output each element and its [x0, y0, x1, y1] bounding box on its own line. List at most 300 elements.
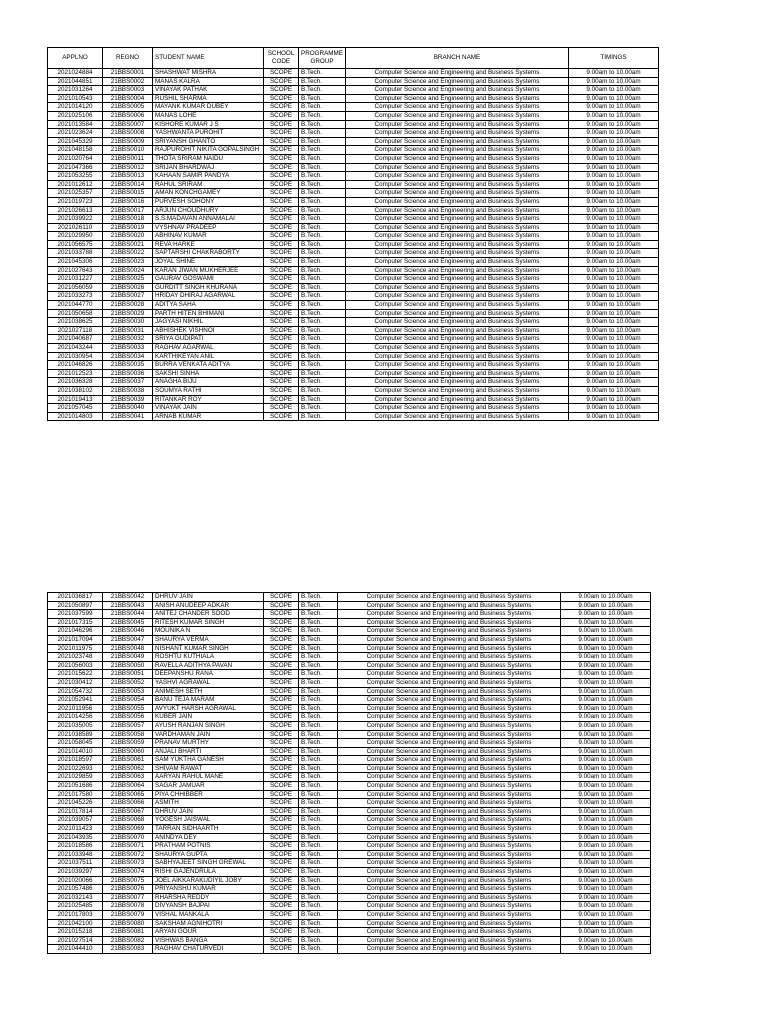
table-row	[48, 283, 659, 292]
cell-student-name: JOEL AIKKARAKUDIYIL JOBY	[153, 876, 264, 885]
cell-programme-group: B.Tech.	[299, 610, 338, 619]
cell-branch-name: Computer Science and Engineering and Business Systems	[338, 618, 561, 627]
cell-branch-name: Computer Science and Engineering and Business Systems	[338, 593, 561, 602]
cell-branch-name: Computer Science and Engineering and Business Systems	[338, 644, 561, 653]
cell-applno: 2021050897	[48, 601, 103, 610]
table-row	[48, 601, 651, 610]
cell-regno: 21BBS0003	[103, 86, 153, 95]
cell-school-code: SCOPE	[264, 395, 299, 404]
cell-branch-name: Computer Science and Engineering and Business Systems	[345, 404, 568, 413]
cell-applno: 2021020066	[48, 876, 103, 885]
cell-regno: 21BBS0009	[103, 137, 153, 146]
cell-school-code: SCOPE	[264, 301, 299, 310]
cell-programme-group: B.Tech.	[299, 206, 346, 215]
cell-student-name: PIYA CHHIBBER	[153, 790, 264, 799]
cell-regno: 21BBS0054	[103, 696, 153, 705]
cell-school-code: SCOPE	[264, 404, 299, 413]
cell-timings: 9.00am to 10.00am	[561, 902, 651, 911]
cell-branch-name: Computer Science and Engineering and Business Systems	[338, 601, 561, 610]
cell-timings: 9.00am to 10.00am	[561, 704, 651, 713]
cell-student-name: SAKSHAM AGNIHOTRI	[153, 919, 264, 928]
cell-regno: 21BBS0013	[103, 172, 153, 181]
cell-applno: 2021019413	[48, 395, 103, 404]
cell-programme-group: B.Tech.	[299, 816, 338, 825]
table-row	[48, 644, 651, 653]
cell-school-code: SCOPE	[264, 172, 299, 181]
cell-applno: 2021051686	[48, 782, 103, 791]
cell-student-name: YASHWANTA PUROHIT	[153, 129, 264, 138]
cell-branch-name: Computer Science and Engineering and Business Systems	[338, 627, 561, 636]
cell-branch-name: Computer Science and Engineering and Business Systems	[345, 223, 568, 232]
cell-school-code: SCOPE	[264, 386, 299, 395]
cell-student-name: SRIYA GUDIPATI	[153, 335, 264, 344]
cell-regno: 21BBS0008	[103, 129, 153, 138]
cell-applno: 2021040687	[48, 335, 103, 344]
cell-applno: 2021030954	[48, 352, 103, 361]
cell-regno: 21BBS0065	[103, 790, 153, 799]
cell-regno: 21BBS0066	[103, 799, 153, 808]
cell-programme-group: B.Tech.	[299, 258, 346, 267]
cell-branch-name: Computer Science and Engineering and Business Systems	[345, 180, 568, 189]
cell-applno: 2021057486	[48, 885, 103, 894]
cell-applno: 2021031264	[48, 86, 103, 95]
table-row	[48, 103, 659, 112]
cell-applno: 2021043935	[48, 833, 103, 842]
cell-branch-name: Computer Science and Engineering and Business Systems	[345, 77, 568, 86]
cell-student-name: PRIYANSHU KUMAR	[153, 885, 264, 894]
cell-programme-group: B.Tech.	[299, 378, 346, 387]
cell-student-name: SHIVAM RAWAT	[153, 764, 264, 773]
table-row	[48, 292, 659, 301]
cell-programme-group: B.Tech.	[299, 704, 338, 713]
cell-regno: 21BBS0076	[103, 885, 153, 894]
cell-branch-name: Computer Science and Engineering and Business Systems	[338, 850, 561, 859]
table-row	[48, 764, 651, 773]
cell-student-name: SABHYAJEET SINGH GREWAL	[153, 859, 264, 868]
cell-applno: 2021056003	[48, 661, 103, 670]
cell-student-name: NISHANT KUMAR SINGH	[153, 644, 264, 653]
cell-student-name: VARDHAMAN JAIN	[153, 730, 264, 739]
cell-branch-name: Computer Science and Engineering and Business Systems	[338, 739, 561, 748]
cell-applno: 2021057045	[48, 404, 103, 413]
cell-timings: 9.00am to 10.00am	[561, 747, 651, 756]
cell-student-name: ARYAN GOUR	[153, 928, 264, 937]
table-row	[48, 309, 659, 318]
cell-school-code: SCOPE	[264, 103, 299, 112]
cell-school-code: SCOPE	[264, 936, 299, 945]
cell-school-code: SCOPE	[264, 189, 299, 198]
cell-branch-name: Computer Science and Engineering and Business Systems	[338, 825, 561, 834]
cell-timings: 9.00am to 10.00am	[568, 103, 658, 112]
cell-timings: 9.00am to 10.00am	[568, 275, 658, 284]
cell-school-code: SCOPE	[264, 945, 299, 954]
table-row	[48, 704, 651, 713]
cell-timings: 9.00am to 10.00am	[568, 129, 658, 138]
table-row	[48, 825, 651, 834]
cell-applno: 2021019723	[48, 197, 103, 206]
cell-branch-name: Computer Science and Engineering and Business Systems	[338, 610, 561, 619]
cell-programme-group: B.Tech.	[299, 739, 338, 748]
cell-timings: 9.00am to 10.00am	[568, 94, 658, 103]
cell-school-code: SCOPE	[264, 361, 299, 370]
cell-applno: 2021026613	[48, 206, 103, 215]
cell-programme-group: B.Tech.	[299, 111, 346, 120]
table-row	[48, 146, 659, 155]
cell-student-name: BANU TEJA MARAM	[153, 696, 264, 705]
cell-timings: 9.00am to 10.00am	[561, 644, 651, 653]
cell-applno: 2021029950	[48, 232, 103, 241]
header-programme-group: PROGRAMME GROUP	[299, 48, 346, 69]
cell-regno: 21BBS0032	[103, 335, 153, 344]
cell-regno: 21BBS0028	[103, 301, 153, 310]
cell-branch-name: Computer Science and Engineering and Business Systems	[345, 292, 568, 301]
cell-timings: 9.00am to 10.00am	[561, 936, 651, 945]
cell-branch-name: Computer Science and Engineering and Business Systems	[338, 678, 561, 687]
table-row	[48, 635, 651, 644]
cell-regno: 21BBS0080	[103, 919, 153, 928]
cell-programme-group: B.Tech.	[299, 635, 338, 644]
cell-branch-name: Computer Science and Engineering and Business Systems	[345, 309, 568, 318]
cell-school-code: SCOPE	[264, 893, 299, 902]
cell-student-name: REVA HARKE	[153, 240, 264, 249]
table-body	[48, 593, 651, 954]
cell-programme-group: B.Tech.	[299, 842, 338, 851]
cell-branch-name: Computer Science and Engineering and Business Systems	[345, 232, 568, 241]
cell-regno: 21BBS0014	[103, 180, 153, 189]
cell-school-code: SCOPE	[264, 764, 299, 773]
cell-applno: 2021020764	[48, 154, 103, 163]
cell-regno: 21BBS0077	[103, 893, 153, 902]
cell-programme-group: B.Tech.	[299, 266, 346, 275]
cell-school-code: SCOPE	[264, 593, 299, 602]
cell-applno: 2021018586	[48, 842, 103, 851]
cell-school-code: SCOPE	[264, 635, 299, 644]
cell-school-code: SCOPE	[264, 910, 299, 919]
table-row	[48, 756, 651, 765]
cell-branch-name: Computer Science and Engineering and Business Systems	[345, 103, 568, 112]
cell-programme-group: B.Tech.	[299, 137, 346, 146]
cell-student-name: ANAGHA BIJU	[153, 378, 264, 387]
cell-school-code: SCOPE	[264, 696, 299, 705]
cell-regno: 21BBS0074	[103, 868, 153, 877]
cell-student-name: ABHINAV KUMAR	[153, 232, 264, 241]
cell-regno: 21BBS0042	[103, 593, 153, 602]
cell-applno: 2021056575	[48, 240, 103, 249]
cell-programme-group: B.Tech.	[299, 223, 346, 232]
cell-branch-name: Computer Science and Engineering and Business Systems	[338, 868, 561, 877]
cell-school-code: SCOPE	[264, 154, 299, 163]
cell-branch-name: Computer Science and Engineering and Business Systems	[345, 111, 568, 120]
cell-branch-name: Computer Science and Engineering and Business Systems	[338, 713, 561, 722]
cell-timings: 9.00am to 10.00am	[561, 928, 651, 937]
cell-school-code: SCOPE	[264, 335, 299, 344]
cell-regno: 21BBS0056	[103, 713, 153, 722]
cell-programme-group: B.Tech.	[299, 172, 346, 181]
cell-student-name: SHASHWAT MISHRA	[153, 69, 264, 78]
cell-branch-name: Computer Science and Engineering and Business Systems	[338, 859, 561, 868]
cell-timings: 9.00am to 10.00am	[568, 86, 658, 95]
cell-applno: 2021026110	[48, 223, 103, 232]
cell-programme-group: B.Tech.	[299, 197, 346, 206]
cell-timings: 9.00am to 10.00am	[568, 172, 658, 181]
cell-branch-name: Computer Science and Engineering and Business Systems	[345, 258, 568, 267]
cell-branch-name: Computer Science and Engineering and Business Systems	[345, 197, 568, 206]
cell-timings: 9.00am to 10.00am	[561, 842, 651, 851]
cell-branch-name: Computer Science and Engineering and Business Systems	[345, 120, 568, 129]
table-row	[48, 318, 659, 327]
cell-student-name: JOYAL SHINE	[153, 258, 264, 267]
cell-timings: 9.00am to 10.00am	[561, 610, 651, 619]
cell-branch-name: Computer Science and Engineering and Business Systems	[338, 661, 561, 670]
cell-regno: 21BBS0044	[103, 610, 153, 619]
cell-student-name: ARJUN CHOUDHURY	[153, 206, 264, 215]
cell-regno: 21BBS0052	[103, 678, 153, 687]
cell-school-code: SCOPE	[264, 163, 299, 172]
cell-school-code: SCOPE	[264, 833, 299, 842]
table-row	[48, 850, 651, 859]
cell-branch-name: Computer Science and Engineering and Business Systems	[338, 790, 561, 799]
cell-programme-group: B.Tech.	[299, 910, 338, 919]
cell-applno: 2021039922	[48, 215, 103, 224]
cell-branch-name: Computer Science and Engineering and Business Systems	[345, 172, 568, 181]
cell-student-name: RAVELLA ADITHYA PAVAN	[153, 661, 264, 670]
cell-regno: 21BBS0083	[103, 945, 153, 954]
table-row	[48, 94, 659, 103]
cell-branch-name: Computer Science and Engineering and Business Systems	[338, 833, 561, 842]
cell-school-code: SCOPE	[264, 215, 299, 224]
cell-branch-name: Computer Science and Engineering and Business Systems	[338, 885, 561, 894]
cell-programme-group: B.Tech.	[299, 945, 338, 954]
cell-student-name: KARTHIKEYAN ANIL	[153, 352, 264, 361]
cell-student-name: AMAN KONCHGAMEY	[153, 189, 264, 198]
cell-school-code: SCOPE	[264, 721, 299, 730]
cell-student-name: RISHI GAJENDRULA	[153, 868, 264, 877]
cell-timings: 9.00am to 10.00am	[568, 266, 658, 275]
cell-school-code: SCOPE	[264, 747, 299, 756]
cell-student-name: RAGHAV CHATURVEDI	[153, 945, 264, 954]
cell-programme-group: B.Tech.	[299, 876, 338, 885]
cell-student-name: MANAS KALRA	[153, 77, 264, 86]
cell-student-name: SHAURYA VERMA	[153, 635, 264, 644]
cell-school-code: SCOPE	[264, 283, 299, 292]
cell-student-name: MANAS LOHE	[153, 111, 264, 120]
cell-timings: 9.00am to 10.00am	[561, 713, 651, 722]
cell-student-name: DHRUV JAIN	[153, 807, 264, 816]
cell-school-code: SCOPE	[264, 782, 299, 791]
table-row	[48, 593, 651, 602]
cell-applno: 2021038589	[48, 730, 103, 739]
cell-applno: 2021017580	[48, 790, 103, 799]
cell-applno: 2021014010	[48, 747, 103, 756]
cell-student-name: MOUNIKA N	[153, 627, 264, 636]
cell-timings: 9.00am to 10.00am	[568, 369, 658, 378]
cell-applno: 2021056059	[48, 283, 103, 292]
cell-student-name: RAGHAV AGARWAL	[153, 344, 264, 353]
cell-student-name: BURRA VENKATA ADITYA	[153, 361, 264, 370]
cell-branch-name: Computer Science and Engineering and Business Systems	[345, 378, 568, 387]
cell-timings: 9.00am to 10.00am	[561, 945, 651, 954]
cell-applno: 2021025357	[48, 189, 103, 198]
cell-student-name: ASMITH	[153, 799, 264, 808]
table-row	[48, 369, 659, 378]
cell-branch-name: Computer Science and Engineering and Business Systems	[345, 69, 568, 78]
cell-regno: 21BBS0035	[103, 361, 153, 370]
cell-applno: 2021025106	[48, 111, 103, 120]
cell-branch-name: Computer Science and Engineering and Business Systems	[345, 215, 568, 224]
cell-branch-name: Computer Science and Engineering and Business Systems	[338, 842, 561, 851]
cell-branch-name: Computer Science and Engineering and Business Systems	[345, 206, 568, 215]
cell-applno: 2021027643	[48, 266, 103, 275]
cell-timings: 9.00am to 10.00am	[561, 885, 651, 894]
cell-branch-name: Computer Science and Engineering and Business Systems	[338, 756, 561, 765]
cell-student-name: JAGYASI NIKHIL	[153, 318, 264, 327]
cell-branch-name: Computer Science and Engineering and Business Systems	[338, 919, 561, 928]
cell-applno: 2021010543	[48, 94, 103, 103]
cell-school-code: SCOPE	[264, 249, 299, 258]
cell-programme-group: B.Tech.	[299, 395, 346, 404]
cell-student-name: GURDITT SINGH KHURANA	[153, 283, 264, 292]
cell-regno: 21BBS0038	[103, 386, 153, 395]
cell-applno: 2021036328	[48, 378, 103, 387]
cell-timings: 9.00am to 10.00am	[568, 180, 658, 189]
cell-student-name: SRIJAN BHARDWAJ	[153, 163, 264, 172]
cell-branch-name: Computer Science and Engineering and Business Systems	[338, 928, 561, 937]
cell-programme-group: B.Tech.	[299, 721, 338, 730]
cell-programme-group: B.Tech.	[299, 893, 338, 902]
cell-regno: 21BBS0049	[103, 653, 153, 662]
table-row	[48, 936, 651, 945]
cell-timings: 9.00am to 10.00am	[561, 730, 651, 739]
cell-regno: 21BBS0070	[103, 833, 153, 842]
cell-timings: 9.00am to 10.00am	[561, 661, 651, 670]
header-regno: REGNO	[103, 48, 153, 69]
cell-student-name: RITESH KUMAR SINGH	[153, 618, 264, 627]
cell-timings: 9.00am to 10.00am	[561, 790, 651, 799]
cell-student-name: PRANAV MURTHY	[153, 739, 264, 748]
cell-timings: 9.00am to 10.00am	[561, 799, 651, 808]
cell-applno: 2021033948	[48, 850, 103, 859]
cell-regno: 21BBS0004	[103, 94, 153, 103]
cell-applno: 2021039297	[48, 868, 103, 877]
cell-programme-group: B.Tech.	[299, 163, 346, 172]
cell-programme-group: B.Tech.	[299, 764, 338, 773]
cell-school-code: SCOPE	[264, 610, 299, 619]
cell-regno: 21BBS0034	[103, 352, 153, 361]
table-row	[48, 215, 659, 224]
cell-school-code: SCOPE	[264, 825, 299, 834]
cell-programme-group: B.Tech.	[299, 644, 338, 653]
cell-programme-group: B.Tech.	[299, 77, 346, 86]
table-row	[48, 154, 659, 163]
table-row	[48, 678, 651, 687]
cell-branch-name: Computer Science and Engineering and Business Systems	[345, 326, 568, 335]
cell-programme-group: B.Tech.	[299, 670, 338, 679]
table-row	[48, 807, 651, 816]
cell-programme-group: B.Tech.	[299, 86, 346, 95]
cell-timings: 9.00am to 10.00am	[561, 601, 651, 610]
cell-regno: 21BBS0079	[103, 910, 153, 919]
cell-regno: 21BBS0017	[103, 206, 153, 215]
header-student-name: STUDENT NAME	[153, 48, 264, 69]
cell-branch-name: Computer Science and Engineering and Business Systems	[345, 266, 568, 275]
cell-regno: 21BBS0018	[103, 215, 153, 224]
cell-programme-group: B.Tech.	[299, 790, 338, 799]
cell-programme-group: B.Tech.	[299, 352, 346, 361]
cell-school-code: SCOPE	[264, 739, 299, 748]
cell-school-code: SCOPE	[264, 816, 299, 825]
cell-student-name: KISHORE KUMAR J S	[153, 120, 264, 129]
cell-student-name: SAKSHI SINHA	[153, 369, 264, 378]
cell-student-name: SOUMYA RATHI	[153, 386, 264, 395]
cell-applno: 2021036817	[48, 593, 103, 602]
cell-branch-name: Computer Science and Engineering and Business Systems	[345, 352, 568, 361]
cell-applno: 2021048158	[48, 146, 103, 155]
cell-student-name: S.S.MADAVAN ANNAMALAI	[153, 215, 264, 224]
cell-school-code: SCOPE	[264, 378, 299, 387]
cell-school-code: SCOPE	[264, 859, 299, 868]
cell-student-name: ANIMESH SETH	[153, 687, 264, 696]
cell-branch-name: Computer Science and Engineering and Business Systems	[345, 163, 568, 172]
cell-timings: 9.00am to 10.00am	[561, 618, 651, 627]
cell-student-name: RAHUL SRIRAM	[153, 180, 264, 189]
cell-timings: 9.00am to 10.00am	[568, 223, 658, 232]
cell-school-code: SCOPE	[264, 790, 299, 799]
cell-applno: 2021044770	[48, 301, 103, 310]
cell-applno: 2021015218	[48, 928, 103, 937]
cell-timings: 9.00am to 10.00am	[561, 859, 651, 868]
cell-school-code: SCOPE	[264, 644, 299, 653]
cell-programme-group: B.Tech.	[299, 825, 338, 834]
cell-regno: 21BBS0062	[103, 764, 153, 773]
cell-school-code: SCOPE	[264, 77, 299, 86]
cell-timings: 9.00am to 10.00am	[568, 395, 658, 404]
header-applno: APPLNO	[48, 48, 103, 69]
cell-programme-group: B.Tech.	[299, 885, 338, 894]
cell-programme-group: B.Tech.	[299, 369, 346, 378]
cell-regno: 21BBS0046	[103, 627, 153, 636]
cell-programme-group: B.Tech.	[299, 618, 338, 627]
cell-regno: 21BBS0007	[103, 120, 153, 129]
cell-programme-group: B.Tech.	[299, 240, 346, 249]
cell-timings: 9.00am to 10.00am	[568, 137, 658, 146]
cell-regno: 21BBS0053	[103, 687, 153, 696]
cell-school-code: SCOPE	[264, 799, 299, 808]
cell-school-code: SCOPE	[264, 318, 299, 327]
cell-student-name: AARYAN RAHUL MANE	[153, 773, 264, 782]
cell-applno: 2021050658	[48, 309, 103, 318]
cell-timings: 9.00am to 10.00am	[568, 146, 658, 155]
cell-programme-group: B.Tech.	[299, 919, 338, 928]
cell-branch-name: Computer Science and Engineering and Business Systems	[345, 386, 568, 395]
cell-programme-group: B.Tech.	[299, 335, 346, 344]
cell-regno: 21BBS0024	[103, 266, 153, 275]
cell-school-code: SCOPE	[264, 653, 299, 662]
table-row	[48, 172, 659, 181]
cell-applno: 2021027514	[48, 936, 103, 945]
cell-timings: 9.00am to 10.00am	[561, 635, 651, 644]
cell-applno: 2021045306	[48, 258, 103, 267]
cell-applno: 2021015622	[48, 670, 103, 679]
table-row	[48, 670, 651, 679]
cell-timings: 9.00am to 10.00am	[568, 240, 658, 249]
cell-student-name: VISHAL MANKALA	[153, 910, 264, 919]
cell-regno: 21BBS0027	[103, 292, 153, 301]
cell-programme-group: B.Tech.	[299, 318, 346, 327]
cell-branch-name: Computer Science and Engineering and Business Systems	[345, 146, 568, 155]
cell-regno: 21BBS0023	[103, 258, 153, 267]
cell-applno: 2021031227	[48, 275, 103, 284]
cell-student-name: ARNAB KUMAR	[153, 412, 264, 421]
